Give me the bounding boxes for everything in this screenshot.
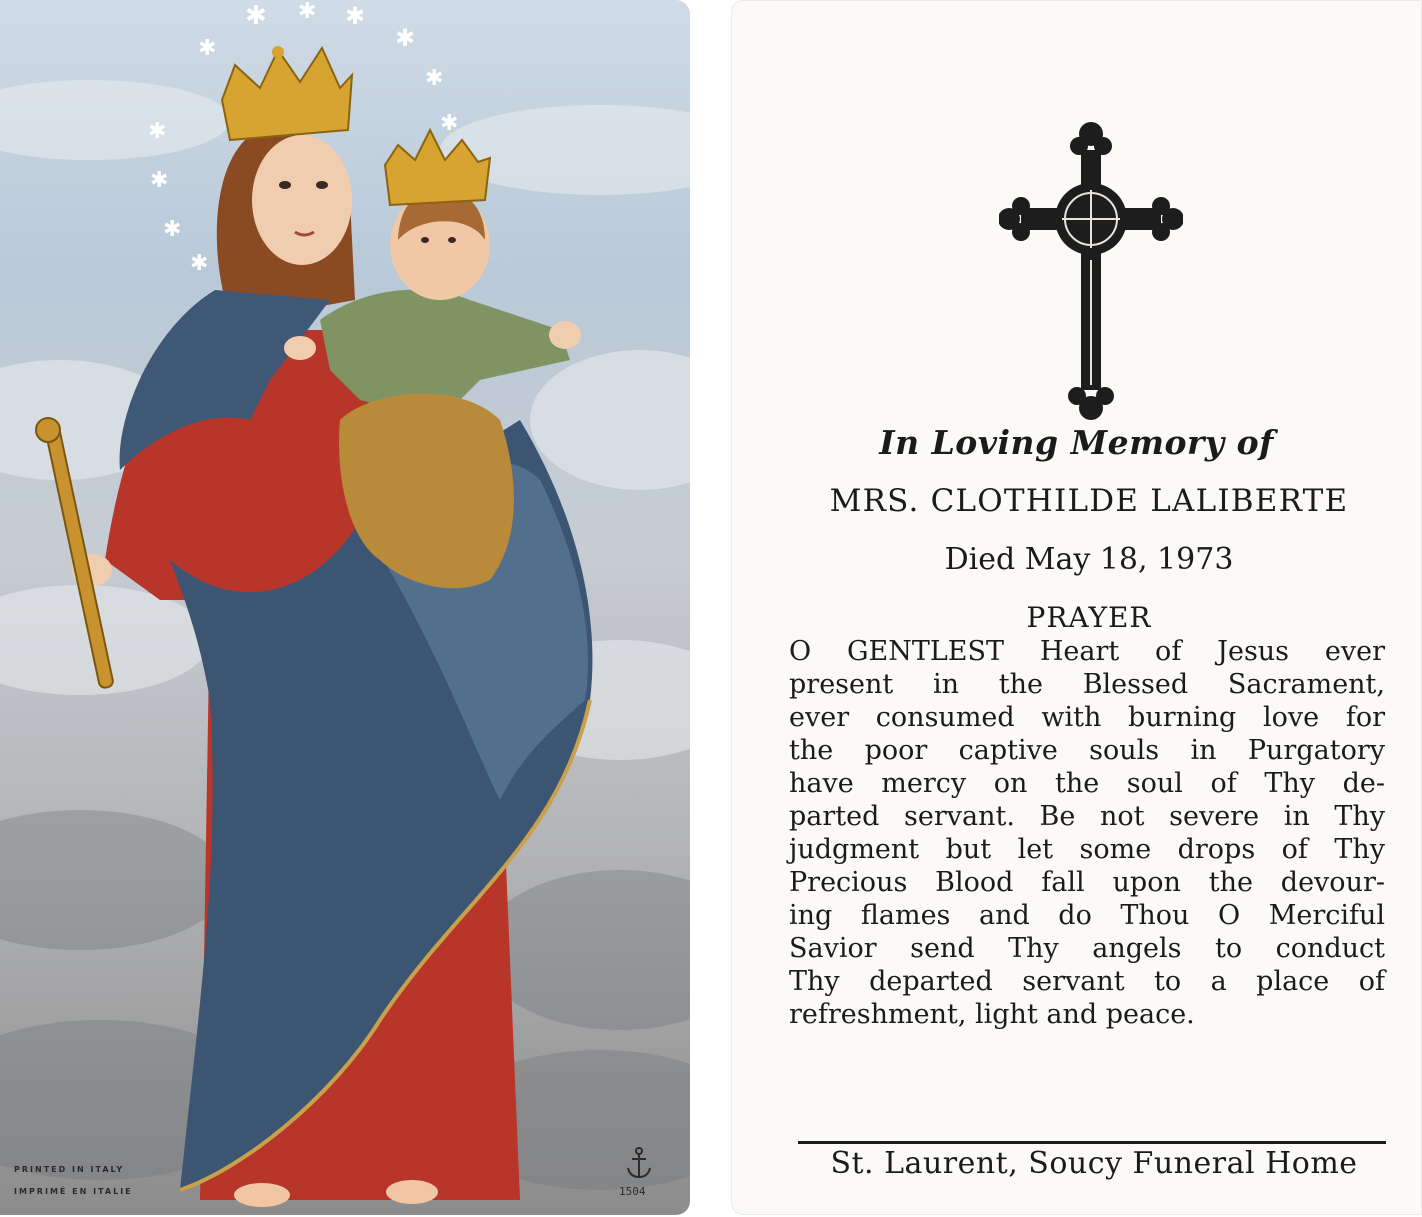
- funeral-home-name: St. Laurent, Soucy Funeral Home: [830, 1146, 1358, 1181]
- svg-text:✱: ✱: [163, 217, 182, 242]
- prayer-line: the poor captive souls in Purgatory: [789, 735, 1385, 766]
- madonna-illustration: [0, 0, 690, 1215]
- prayer-line: Savior send Thy angels to conduct: [789, 933, 1385, 964]
- svg-text:✱: ✱: [148, 119, 167, 144]
- anchor-icon: [624, 1146, 654, 1180]
- svg-text:✱: ✱: [150, 168, 169, 193]
- prayer-line: have mercy on the soul of Thy de-: [789, 768, 1385, 799]
- prayer-line: parted servant. Be not severe in Thy: [789, 801, 1385, 832]
- prayer-line: Thy departed servant to a place of: [789, 966, 1385, 997]
- svg-text:✱: ✱: [198, 36, 217, 61]
- holy-card-front: [0, 0, 690, 1215]
- prayer-line: refreshment, light and peace.: [789, 999, 1195, 1030]
- svg-text:✱: ✱: [425, 66, 444, 91]
- printed-in-italy-text: PRINTED IN ITALY: [14, 1165, 125, 1174]
- holy-card-back: [731, 0, 1422, 1215]
- prayer-title: PRAYER: [1026, 601, 1152, 634]
- prayer-line: ing flames and do Thou O Merciful: [789, 900, 1385, 931]
- prayer-line: present in the Blessed Sacrament,: [789, 669, 1385, 700]
- prayer-line: ever consumed with burning love for: [789, 702, 1385, 733]
- svg-text:✱: ✱: [440, 111, 459, 136]
- prayer-line: O GENTLEST Heart of Jesus ever: [789, 636, 1385, 667]
- cross-icon: [999, 120, 1183, 422]
- catalog-number: 1504: [619, 1185, 646, 1198]
- svg-text:✱: ✱: [395, 24, 416, 52]
- date-of-death: Died May 18, 1973: [944, 542, 1234, 577]
- prayer-text: [789, 635, 1385, 1031]
- svg-text:✱: ✱: [245, 1, 267, 31]
- divider-rule: [798, 1141, 1386, 1144]
- svg-text:✱: ✱: [345, 2, 366, 30]
- deceased-name: MRS. CLOTHILDE LALIBERTE: [829, 483, 1349, 519]
- prayer-line: judgment but let some drops of Thy: [789, 834, 1385, 865]
- in-loving-memory-heading: In Loving Memory of: [879, 423, 1274, 462]
- prayer-line: Precious Blood fall upon the devour-: [789, 867, 1385, 898]
- imprime-en-italie-text: IMPRIMÉ EN ITALIE: [14, 1187, 133, 1196]
- svg-text:✱: ✱: [298, 0, 317, 24]
- svg-text:✱: ✱: [190, 251, 209, 276]
